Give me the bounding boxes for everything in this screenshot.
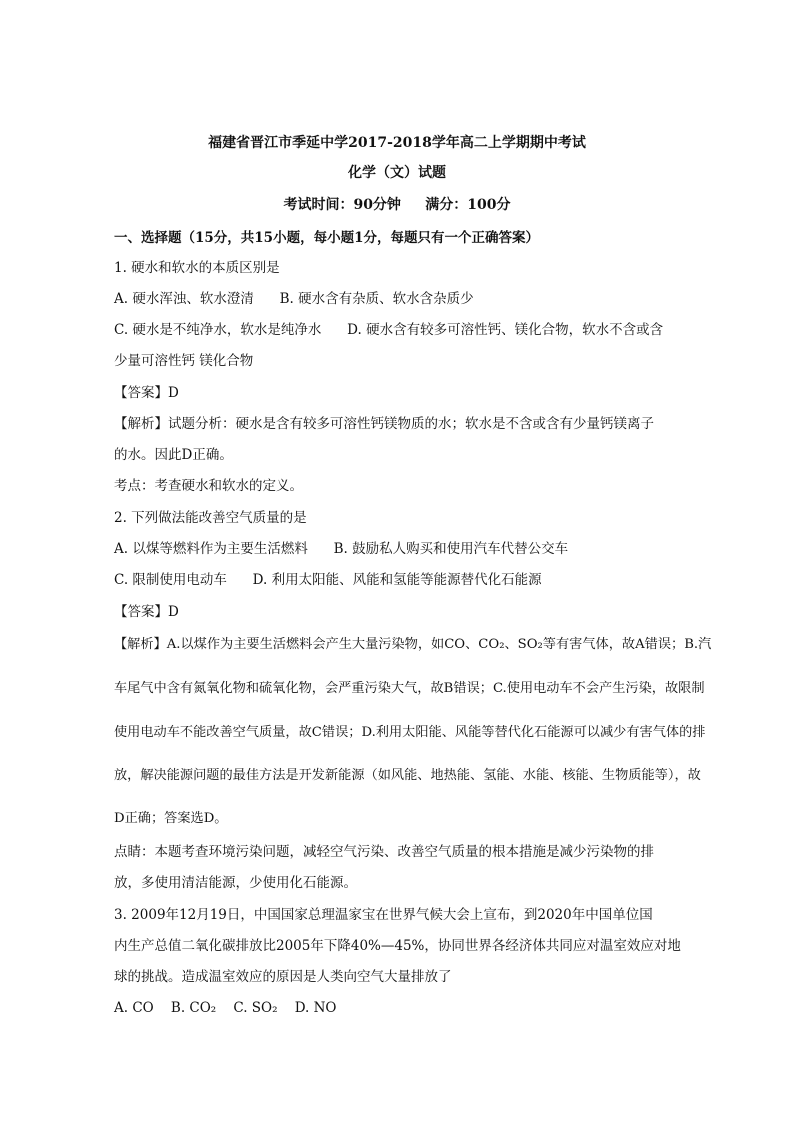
exam-info: 考试时间：90分钟 满分：100分 [283, 197, 511, 213]
q2-options-line1: A. 以煤等燃料作为主要生活燃料 B. 鼓励私人购买和使用汽车代替公交车 [114, 541, 569, 557]
q1-answer: 【答案】D [114, 385, 179, 401]
q3-stem-line1: 3. 2009年12月19日，中国国家总理温家宝在世界气候大会上宣布，到2020年中国单位国 [114, 907, 653, 923]
q2-options-line2: C. 限制使用电动车 D. 利用太阳能、风能和氢能等能源替代化石能源 [114, 572, 542, 588]
document-subtitle: 化学（文）试题 [348, 165, 446, 181]
q1-point: 考点：考查硬水和软水的定义。 [114, 478, 303, 494]
q1-options-line2: C. 硬水是不纯净水，软水是纯净水 D. 硬水含有较多可溶性钙、镁化合物，软水不含或含 [114, 322, 664, 338]
q2-comment-line1: 点睛：本题考查环境污染问题，减轻空气污染、改善空气质量的根本措施是减少污染物的排 [114, 844, 654, 860]
q1-analysis-line2: 的水。因此D正确。 [114, 447, 233, 463]
q2-analysis-line2: 车尾气中含有氮氧化物和硫氧化物，会严重污染大气，故B错误；C.使用电动车不会产生污染，故限制 [114, 681, 705, 696]
q2-analysis-line1: 【解析】A.以煤作为主要生活燃料会产生大量污染物，如CO、CO₂、SO₂等有害气体，故A错误；B.汽 [114, 637, 712, 652]
q2-analysis-line3: 使用电动车不能改善空气质量，故C错误；D.利用太阳能、风能等替代化石能源可以减少有害气体的排 [114, 725, 706, 740]
q2-answer: 【答案】D [114, 604, 179, 620]
q1-options-line1: A. 硬水浑浊、软水澄清 B. 硬水含有杂质、软水含杂质少 [114, 291, 474, 307]
q2-comment-line2: 放，多使用清洁能源，少使用化石能源。 [114, 875, 357, 891]
q1-options-line3: 少量可溶性钙 镁化合物 [114, 353, 254, 369]
q3-stem-line3: 球的挑战。造成温室效应的原因是人类向空气大量排放了 [114, 969, 452, 985]
q3-stem-line2: 内生产总值二氧化碳排放比2005年下降40%—45%，协同世界各经济体共同应对温室效应对地 [114, 938, 681, 954]
q2-stem: 2. 下列做法能改善空气质量的是 [114, 510, 307, 526]
document-title: 福建省晋江市季延中学2017-2018学年高二上学期期中考试 [208, 135, 586, 151]
q1-stem: 1. 硬水和软水的本质区别是 [114, 260, 280, 276]
q2-analysis-line4: 放，解决能源问题的最佳方法是开发新能源（如风能、地热能、氢能、水能、核能、生物质能等），故 [114, 768, 701, 783]
q1-analysis-line1: 【解析】试题分析：硬水是含有较多可溶性钙镁物质的水；软水是不含或含有少量钙镁离子 [114, 416, 654, 432]
q2-analysis-line5: D正确；答案选D。 [114, 811, 228, 826]
q3-options: A. CO B. CO₂ C. SO₂ D. NO [114, 1000, 337, 1016]
section-heading: 一、选择题（15分，共15小题，每小题1分，每题只有一个正确答案） [114, 230, 539, 246]
